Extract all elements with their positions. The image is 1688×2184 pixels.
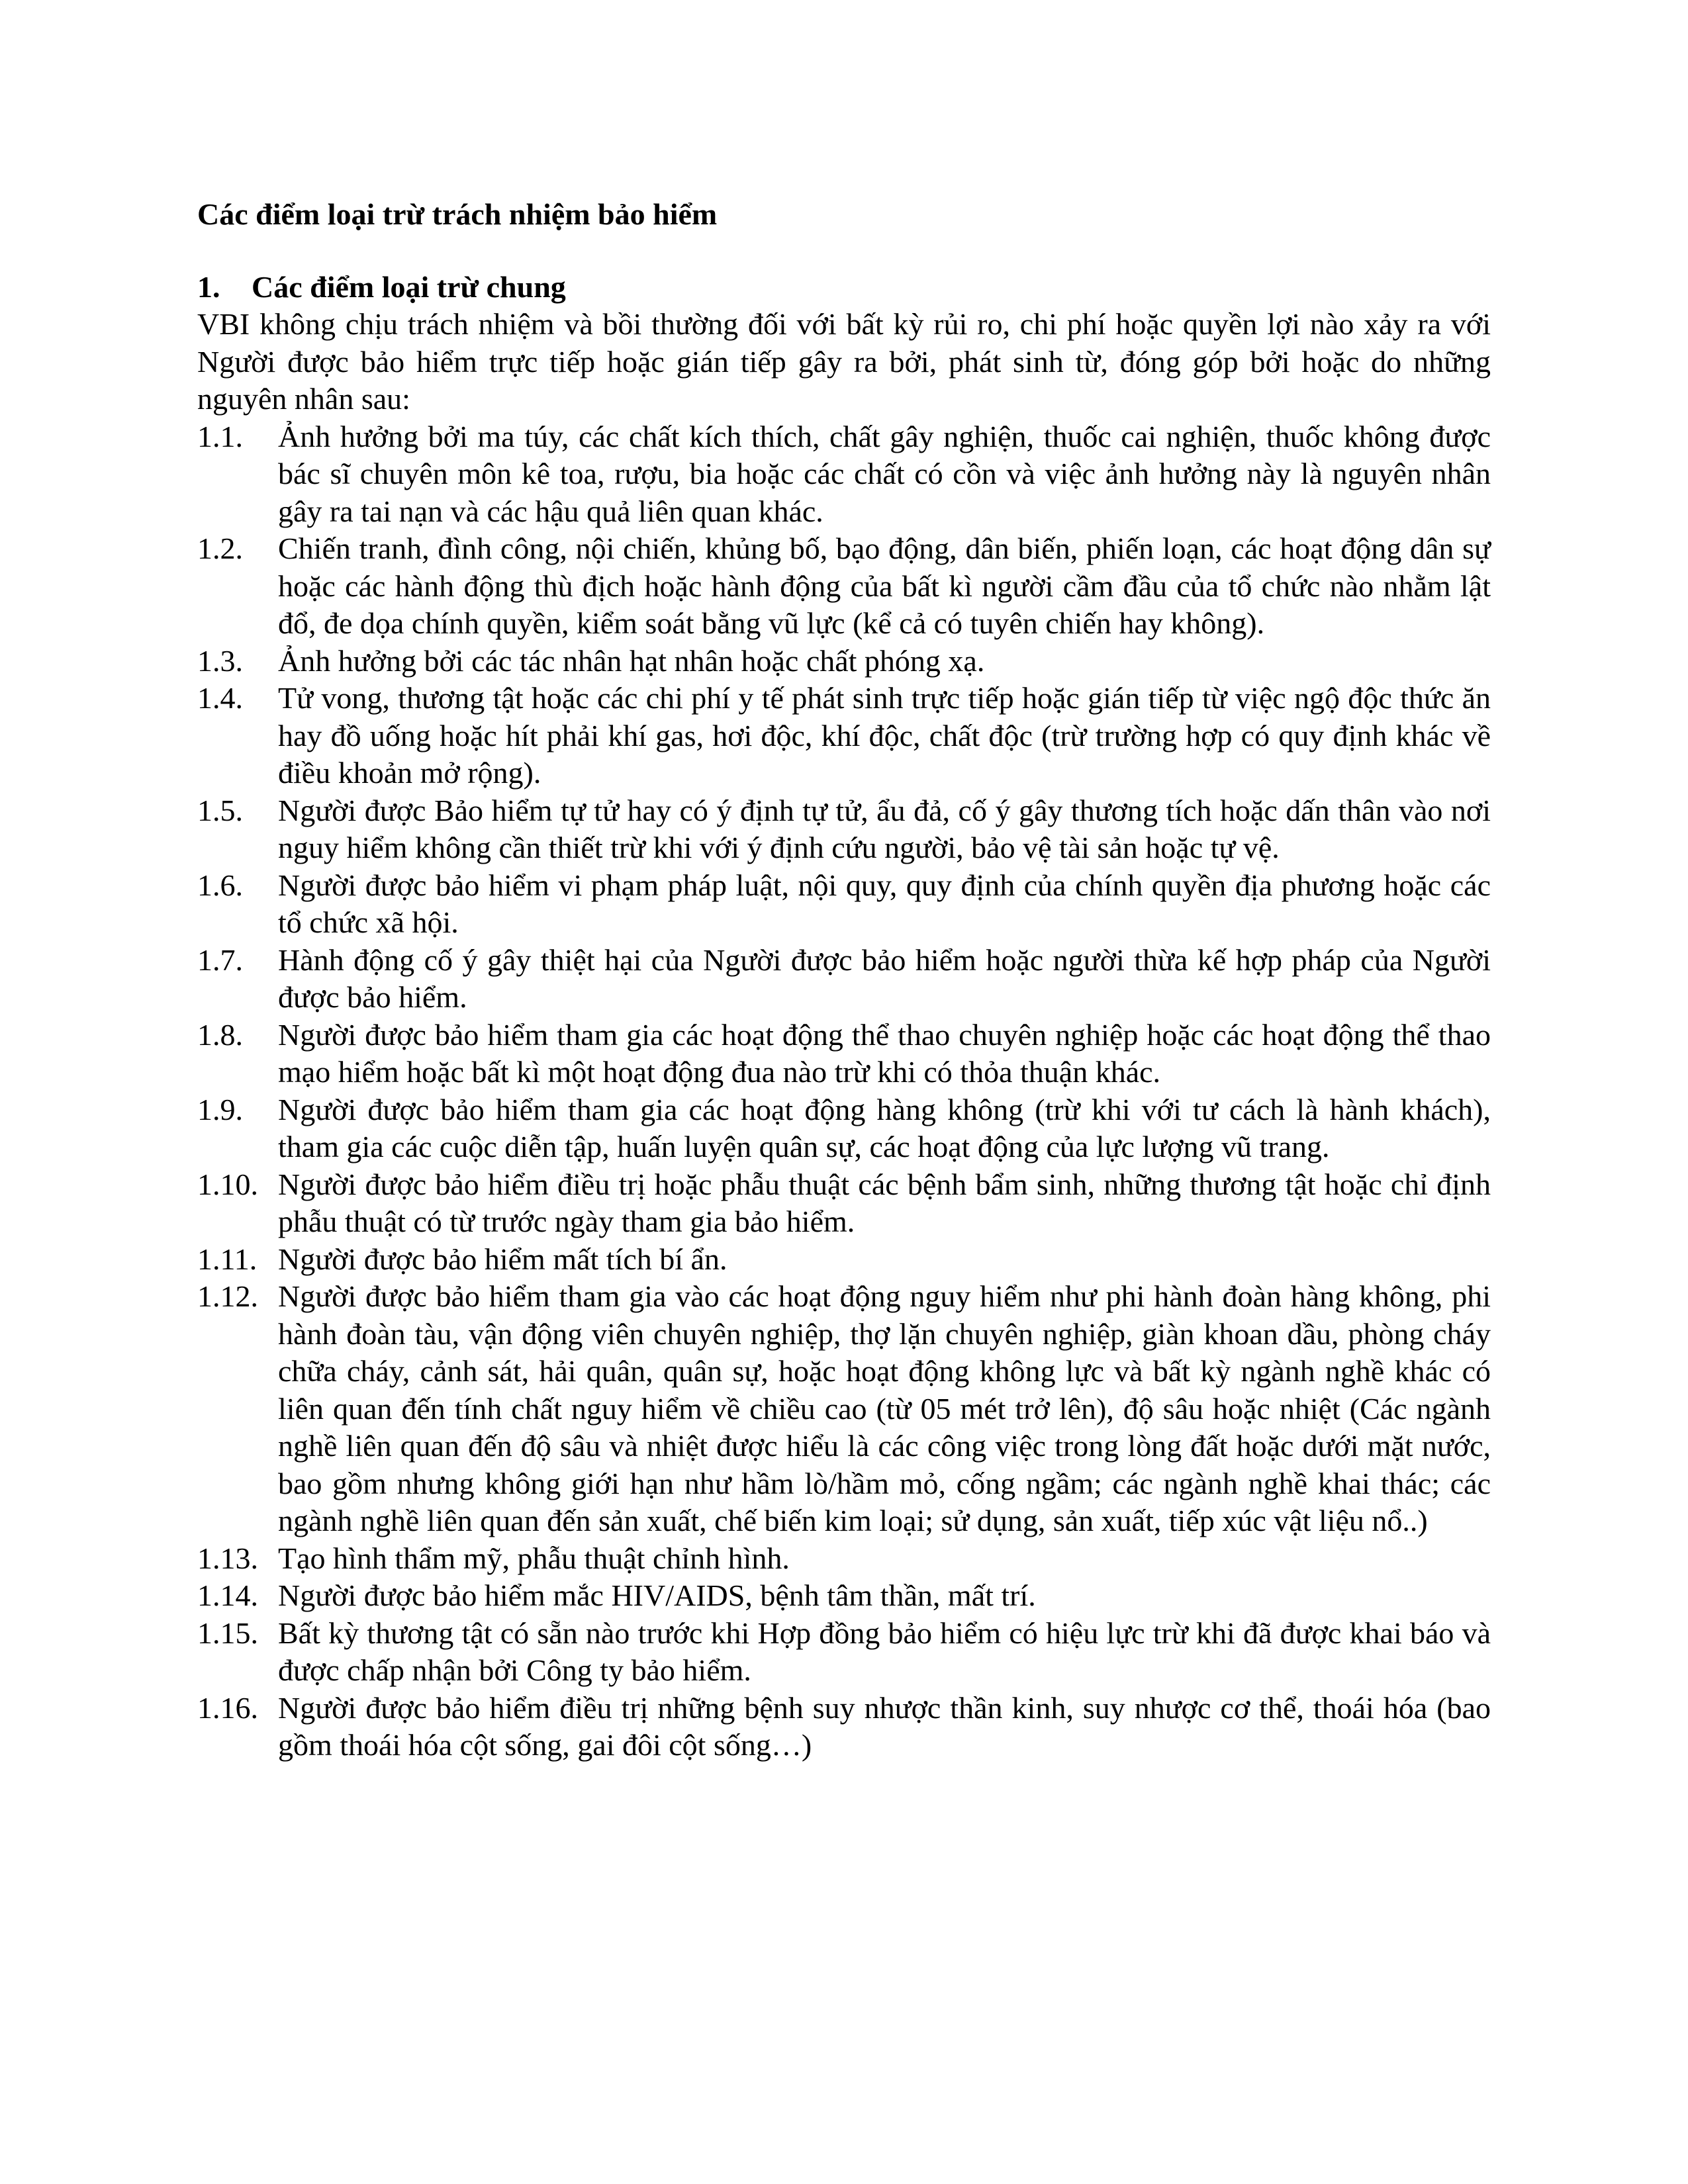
item-number: 1.12. xyxy=(197,1279,258,1313)
section-title: Các điểm loại trừ chung xyxy=(252,270,566,304)
item-number: 1.2. xyxy=(197,531,243,565)
list-item xyxy=(197,1166,1491,1241)
item-text: Ảnh hưởng bởi các tác nhân hạt nhân hoặc chất phóng xạ. xyxy=(278,643,985,678)
item-number: 1.8. xyxy=(197,1017,243,1052)
item-text: Người được bảo hiểm mất tích bí ẩn. xyxy=(278,1242,727,1276)
item-number: 1.11. xyxy=(197,1242,258,1276)
item-number: 1.9. xyxy=(197,1092,243,1126)
section-number: 1. xyxy=(197,270,220,304)
item-number: 1.1. xyxy=(197,419,243,453)
item-number: 1.14. xyxy=(197,1578,258,1612)
item-number: 1.4. xyxy=(197,681,243,715)
section-intro: VBI không chịu trách nhiệm và bồi thường đối với bất kỳ rủi ro, chi phí hoặc quyền lợi nào xảy ra với Người được bảo hiểm trực tiếp hoặc gián tiếp gây ra bởi, phát sinh từ, đóng góp bởi hoặc do những nguyên nhân sau: xyxy=(197,307,1491,416)
item-number: 1.10. xyxy=(197,1167,258,1201)
list-item xyxy=(197,1017,1491,1091)
item-text: Người được bảo hiểm mắc HIV/AIDS, bệnh tâm thần, mất trí. xyxy=(278,1578,1036,1612)
list-item xyxy=(197,643,1491,680)
item-text: Người được bảo hiểm vi phạm pháp luật, nội quy, quy định của chính quyền địa phương hoặc các tổ chức xã hội. xyxy=(278,868,1491,939)
section-heading xyxy=(197,269,1491,306)
item-number: 1.3. xyxy=(197,643,243,678)
item-number: 1.6. xyxy=(197,868,243,902)
list-item xyxy=(197,867,1491,942)
item-number: 1.15. xyxy=(197,1615,258,1650)
list-item xyxy=(197,680,1491,792)
item-number: 1.13. xyxy=(197,1541,258,1575)
item-text: Tạo hình thẩm mỹ, phẫu thuật chỉnh hình. xyxy=(278,1541,790,1575)
list-item xyxy=(197,1241,1491,1279)
item-number: 1.7. xyxy=(197,942,243,977)
item-text: Người được bảo hiểm điều trị hoặc phẫu thuật các bệnh bẩm sinh, những thương tật hoặc chỉ định phẫu thuật có từ trước ngày tham gia bảo hiểm. xyxy=(278,1167,1491,1238)
list-item xyxy=(197,792,1491,867)
item-text: Bất kỳ thương tật có sẵn nào trước khi Hợp đồng bảo hiểm có hiệu lực trừ khi đã được khai báo và được chấp nhận bởi Công ty bảo hiểm. xyxy=(278,1615,1491,1687)
list-item xyxy=(197,942,1491,1017)
item-text: Người được Bảo hiểm tự tử hay có ý định tự tử, ẩu đả, cố ý gây thương tích hoặc dấn thân vào nơi nguy hiểm không cần thiết trừ khi với ý định cứu người, bảo vệ tài sản hoặc tự vệ. xyxy=(278,793,1491,864)
item-text: Tử vong, thương tật hoặc các chi phí y tế phát sinh trực tiếp hoặc gián tiếp từ việc ngộ độc thức ăn hay đồ uống hoặc hít phải khí gas, hơi độc, khí độc, chất độc (trừ trường hợp có quy định khác về điều khoản mở rộng). xyxy=(278,681,1491,790)
list-item xyxy=(197,1091,1491,1166)
item-text: Người được bảo hiểm tham gia các hoạt động hàng không (trừ khi với tư cách là hành khách), tham gia các cuộc diễn tập, huấn luyện quân sự, các hoạt động của lực lượng vũ trang. xyxy=(278,1092,1491,1163)
list-item xyxy=(197,418,1491,531)
item-number: 1.5. xyxy=(197,793,243,827)
item-text: Ảnh hưởng bởi ma túy, các chất kích thích, chất gây nghiện, thuốc cai nghiện, thuốc không được bác sĩ chuyên môn kê toa, rượu, bia hoặc các chất có cồn và việc ảnh hưởng này là nguyên nhân gây ra tai nạn và các hậu quả liên quan khác. xyxy=(278,419,1491,528)
list-item xyxy=(197,530,1491,643)
document-page xyxy=(197,196,1491,1764)
list-item xyxy=(197,1278,1491,1540)
list-item xyxy=(197,1577,1491,1615)
item-text: Người được bảo hiểm tham gia các hoạt động thể thao chuyên nghiệp hoặc các hoạt động thể thao mạo hiểm hoặc bất kì một hoạt động đua nào trừ khi có thỏa thuận khác. xyxy=(278,1017,1491,1089)
list-item xyxy=(197,1615,1491,1690)
item-text: Chiến tranh, đình công, nội chiến, khủng bố, bạo động, dân biến, phiến loạn, các hoạt động dân sự hoặc các hành động thù địch hoặc hành động của bất kì người cầm đầu của tổ chức nào nhằm lật đổ, đe dọa chính quyền, kiểm soát bằng vũ lực (kể cả có tuyên chiến hay không). xyxy=(278,531,1491,640)
item-text: Người được bảo hiểm điều trị những bệnh suy nhược thần kinh, suy nhược cơ thể, thoái hóa (bao gồm thoái hóa cột sống, gai đôi cột sống…) xyxy=(278,1690,1491,1762)
document-title: Các điểm loại trừ trách nhiệm bảo hiểm xyxy=(197,197,718,231)
item-number: 1.16. xyxy=(197,1690,258,1725)
list-item xyxy=(197,1690,1491,1764)
item-text: Hành động cố ý gây thiệt hại của Người được bảo hiểm hoặc người thừa kế hợp pháp của Người được bảo hiểm. xyxy=(278,942,1491,1014)
exclusion-list xyxy=(197,418,1491,1764)
list-item xyxy=(197,1540,1491,1578)
item-text: Người được bảo hiểm tham gia vào các hoạt động nguy hiểm như phi hành đoàn hàng không, phi hành đoàn tàu, vận động viên chuyên nghiệp, thợ lặn chuyên nghiệp, giàn khoan dầu, phòng cháy chữa cháy, cảnh sát, hải quân, quân sự, hoặc hoạt động không lực và bất kỳ ngành nghề khác có liên quan đến tính chất nguy hiểm về chiều cao (từ 05 mét trở lên), độ sâu hoặc nhiệt (Các ngành nghề liên quan đến độ sâu và nhiệt được hiểu là các công việc trong lòng đất hoặc dưới mặt nước, bao gồm nhưng không giới hạn như hầm lò/hầm mỏ, cống ngầm; các ngành nghề khai thác; các ngành nghề liên quan đến sản xuất, chế biến kim loại; sử dụng, sản xuất, tiếp xúc vật liệu nổ..) xyxy=(278,1279,1491,1537)
